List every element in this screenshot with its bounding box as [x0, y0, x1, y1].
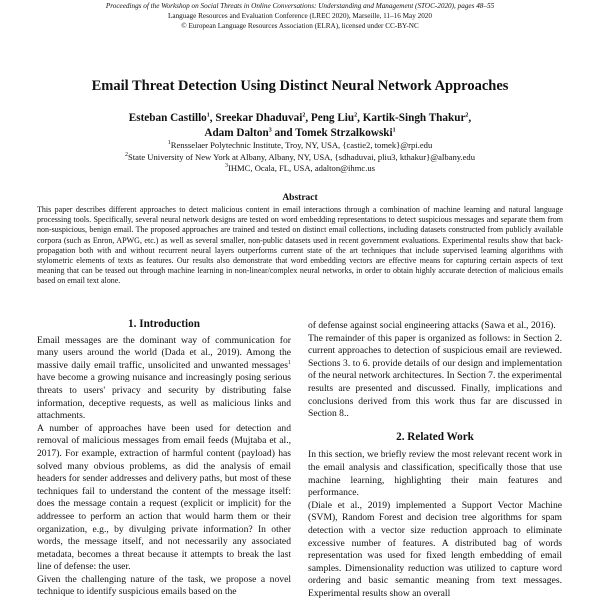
affiliation-line: State University of New York at Albany, Albany, NY, USA, {sdhaduvai, pliu3, kthakur}@albany.edu [127, 151, 476, 162]
author-name: Adam Dalton [204, 127, 269, 139]
header-proceedings: Proceedings of the Workshop on Social Threats in Online Conversations: Understanding and Management (STOC-2020), pages 48–55 [105, 2, 495, 10]
affil-mark: 1 [167, 140, 171, 147]
affil-mark: 2 [124, 151, 128, 158]
section-heading-introduction: 1. Introduction [128, 318, 200, 330]
paragraph: The remainder of this paper is organized as follows: in Section 2. current approaches to detection of suspicious email are reviewed. Sections 3. to 6. provide details of our design and implementation of the neural network architectures. In Section 7. the experimental results are presented and discussed. Finally, implications and conclusions derived from this work thus far are discussed in Section 8.. [308, 332, 562, 420]
affil-mark: 1 [392, 127, 396, 134]
affil-mark: 1 [206, 112, 210, 119]
paragraph: (Diale et al., 2019) implemented a Support Vector Machine (SVM), Random Forest and decision tree algorithms for spam detection with a vector size reduction approach to eliminate excessive number of features. A distributed bag of words representation was used for fixed length embedding of email samples. Dimensionality reduction was utilized to capture word ordering and basic semantic meaning from text messages. Experimental results show an overall [308, 499, 562, 599]
author-name: Esteban Castillo [128, 112, 207, 124]
affiliation-line: Rensselaer Polytechnic Institute, Troy, NY, USA, {castie2, tomek}@rpi.edu [170, 140, 433, 150]
affil-mark: 2 [302, 112, 306, 119]
paragraph: In this section, we briefly review the most relevant recent work in the email analysis and classification, specifically those that use machine learning, highlighting their main features and performance. [308, 449, 562, 499]
paper-title: Email Threat Detection Using Distinct Neural Network Approaches [91, 78, 509, 94]
affil-mark: 3 [224, 163, 228, 170]
paragraph-text: have become a growing nuisance and increasingly posing serious threats to users' privacy and security by distributing false information, deceptive requests, as well as malicious links and attachments. [37, 372, 291, 422]
left-column [37, 318, 291, 599]
paragraph [37, 335, 291, 423]
affiliation-line: IHMC, Ocala, FL, USA, adalton@ihmc.us [227, 163, 376, 173]
right-column [308, 320, 562, 600]
section-heading-related-work: 2. Related Work [396, 430, 474, 443]
author-name: , Peng Liu [305, 112, 355, 124]
footnote-mark: 1 [288, 359, 291, 366]
header-license: © European Language Resources Association (ELRA), licensed under CC-BY-NC [181, 22, 419, 30]
affil-mark: 2 [354, 112, 358, 119]
author-list: Esteban Castillo$^1$, Sreekar Dhaduvai$^2$, Peng Liu$^2$, Kartik-Singh Thakur$^2$, Adam Dalton$^3$ and Tomek Strzalkowski$^1$ [128, 112, 472, 139]
paragraph: A number of approaches have been used for detection and removal of malicious messages from email feeds (Mujtaba et al., 2017). For example, extraction of harmful content (payload) has solved many obvious problems, as did the analysis of email headers for sender addresses and delivery paths, but most of these techniques fail to understand the content of the message itself: does the message contain a request (explicit or implicit) for the addressee to perform an action that would harm them or their organization, e.g., by divulging private information? In other words, the message itself, and not necessarily any associated metadata, becomes a threat because it attempts to break the last line of defense: the user. [37, 422, 291, 573]
author-name: and Tomek Strzalkowski [271, 127, 393, 139]
paragraph: Given the challenging nature of the task, we propose a novel technique to identify suspicious emails based on the [37, 573, 291, 598]
header-conference: Language Resources and Evaluation Conference (LREC 2020), Marseille, 11–16 May 2020 [168, 12, 432, 20]
affil-mark: 3 [268, 127, 272, 134]
author-name: , Kartik-Singh Thakur [357, 112, 466, 124]
abstract-heading: Abstract [282, 193, 318, 203]
abstract-text: This paper describes different approaches to detect malicious content in email interactions through a combination of machine learning and natural language processing tools. Specifically, several neural network designs are tested on word embedding representations to detect suspicious messages and separate them from non-suspicious, benign email. The proposed approaches are trained and tested on distinct email collections, including datasets constructed from publicly available corpora (such as Enron, APWG, etc.) as well as several smaller, non-public datasets used in recent government evaluations. Experimental results show that back-propagation both with and without recurrent neural layers outperforms current state of the art techniques that include supervised learning algorithms with stylometric elements of texts as features. Our results also demonstrate that word embedding vectors are effective means for capturing certain aspects of text meaning that can be teased out through machine learning in non-linear/complex neural networks, in order to obtain highly accurate detection of malicious emails based on email text alone. [37, 205, 563, 286]
affiliations [0, 140, 600, 175]
paragraph-text: Email messages are the dominant way of communication for many users around the world (Dada et al., 2019). Among the massive daily email traffic, unsolicited and unwanted messages [37, 334, 291, 371]
author-name: , Sreekar Dhaduvai [209, 112, 303, 124]
affil-mark: 2 [465, 112, 469, 119]
paragraph: of defense against social engineering attacks (Sawa et al., 2016). [308, 320, 556, 331]
